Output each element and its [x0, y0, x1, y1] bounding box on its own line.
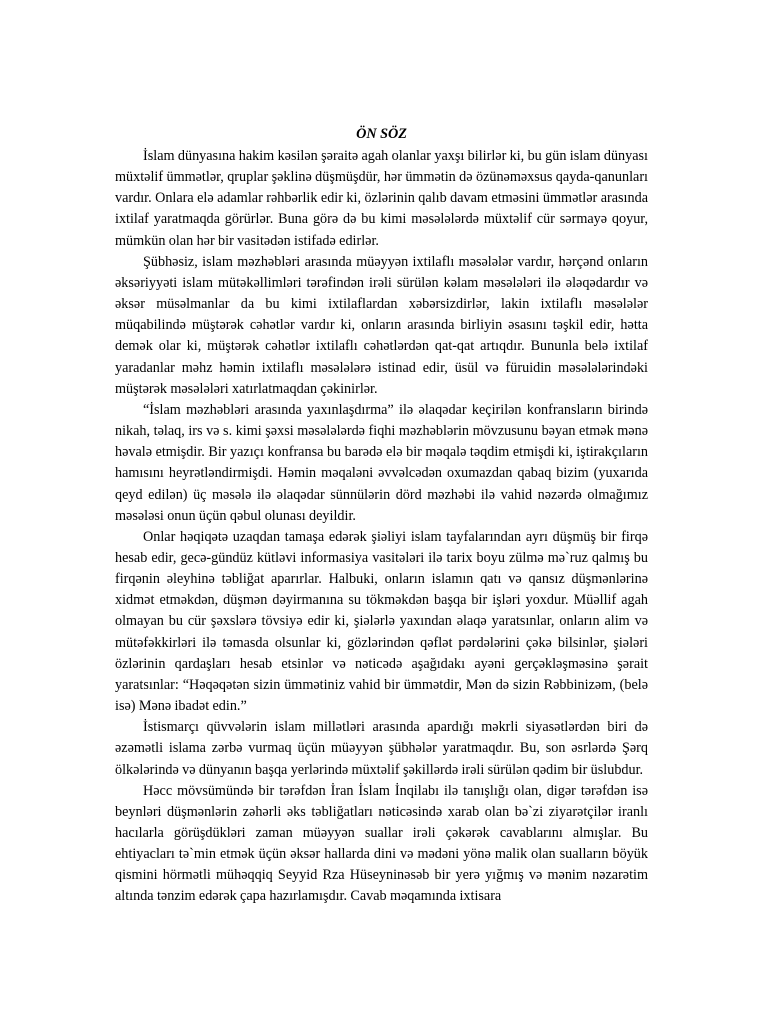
paragraph-6: Həcc mövsümündə bir tərəfdən İran İslam İnqilabı ilə tanışlığı olan, digər tərəfdən isə beynləri düşmənlərin zəhərli əks təbliğatları nəticəsində xarab olan bə`zi ziyarətçilər iranlı hacılarla görüşdükləri zaman müəyyən suallar irəli çəkərək cavablarını almışlar. Bu ehtiyacları tə`min etmək üçün əksər hallarda dini və mədəni yönə malik olan sualların böyük qismini hörmətli mühəqqiq Seyyid Rza Hüseyninəsəb bir yerə yığmış və mənim nəzarətim altında tənzim edərək çapa hazırlamışdır. Cavab məqamında ixtisara: [115, 782, 648, 905]
paragraph-5: İstismarçı qüvvələrin islam millətləri arasında apardığı məkrli siyasətlərdən biri də əzəmətli islama zərbə vurmaq üçün müəyyən şübhələr yaratmaqdır. Bu, son əsrlərdə Şərq ölkələrində və dünyanın başqa yerlərində müxtəlif şəkillərdə irəli sürülən qədim bir üslubdur.: [115, 719, 648, 778]
document-page: [115, 124, 648, 908]
paragraph-1: İslam dünyasına hakim kəsilən şəraitə agah olanlar yaxşı bilirlər ki, bu gün islam dünyası müxtəlif ümmətlər, qruplar şəklinə düşmüşdür, hər ümmətin də özünəməxsus qayda-qanunları vardır. Onlara elə adamlar rəhbərlik edir ki, özlərinin qalıb davam etməsini ümmətlər arasında ixtilaf yaratmaqda görürlər. Buna görə də bu kimi məsələlərdə müxtəlif cür sərmayə qoyur, mümkün olan hər bir vasitədən istifadə edirlər.: [115, 148, 648, 249]
document-title: ÖN SÖZ: [356, 126, 407, 142]
paragraph-4: Onlar həqiqətə uzaqdan tamaşa edərək şiəliyi islam tayfalarından ayrı düşmüş bir firqə hesab edir, gecə-gündüz kütləvi informasiya vasitələri ilə tarix boyu zülmə mə`ruz qalmış bu firqənin əleyhinə təbliğat aparırlar. Halbuki, onların islamın qatı və qansız düşmənlərinə xidmət etməkdən, düşmən dəyirmanına su tökməkdən başqa bir işləri yoxdur. Müəllif agah olmayan bu cür şəxslərə tövsiyə edir ki, şiələrlə yaxından əlaqə yaratsınlar, onların alim və mütəfəkkirləri ilə təmasda olsunlar ki, gözlərindən qəflət pərdələrini çəkə bilsinlər, şiələri özlərinin qardaşları hesab etsinlər və nəticədə aşağıdakı ayəni gerçəkləşməsinə şərait yaratsınlar: “Həqəqətən sizin ümmətiniz vahid bir ümmətdir, Mən də sizin Rəbbinizəm, (belə isə) Mənə ibadət edin.”: [115, 528, 648, 715]
paragraph-2: Şübhəsiz, islam məzhəbləri arasında müəyyən ixtilaflı məsələlər vardır, hərçənd onların əksəriyyəti islam mütəkəllimləri tərəfindən irəli sürülən kəlam məsələləri ilə ələqədardır və əksər müsəlmanlar da bu kimi ixtilaflardan xəbərsizdirlər, lakin ixtilaflı məsələlər müqabilində müştərək cəhətlər vardır ki, onların arasında birliyin əsasını təşkil edir, hətta demək olar ki, müştərək cəhətlər ixtilaflı cəhətlərdən qat-qat artıqdır. Bununla belə ixtilaf yaradanlar məhz həmin ixtilaflı məsələlərə istinad edir, üsül və füruidin məsələlərindəki müştərək məsələləri xatırlatmaqdan çəkinirlər.: [115, 253, 648, 397]
paragraph-3: “İslam məzhəbləri arasında yaxınlaşdırma” ilə əlaqədar keçirilən konfransların birində nikah, təlaq, irs və s. kimi şəxsi məsələlərdə fiqhi məzhəblərin mövzusunu bəyan etmək mənə həvalə etmişdir. Bir yazıçı konfransa bu barədə elə bir məqalə təqdim etmişdi ki, iştirakçıların hamısını heyrətləndirmişdi. Həmin məqaləni əvvəlcədən oxumazdan qabaq bizim (yuxarıda qeyd edilən) üç məsələ ilə əlaqədar sünnülərin dörd məzhəbi ilə vahid nəzərdə olmağımız məsələsi onun üçün qəbul olunası deyildir.: [115, 401, 648, 524]
